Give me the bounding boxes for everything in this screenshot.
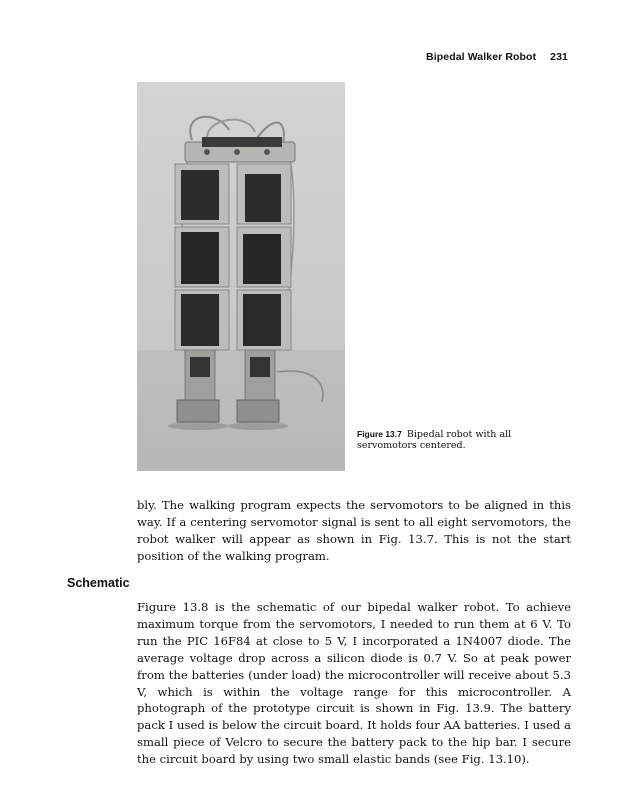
figure-photo (137, 82, 345, 471)
page-number: 231 (550, 51, 568, 63)
body-paragraph-2: Figure 13.8 is the schematic of our bipedal walker robot. To achieve maximum torque from the servomotors, I needed to run them at 6 V. To run the PIC 16F84 at close to 5 V, I incorporated a 1N4007 diode. The average voltage drop across a silicon diode is 0.7 V. So at peak power from the batteries (under load) the microcontroller will receive about 5.3 V, which is within the voltage range for this microcontroller. A photograph of the prototype circuit is shown in Fig. 13.9. The battery pack I used is below the circuit board. It holds four AA batteries. I used a small piece of Velcro to secure the battery pack to the hip bar. I secure the circuit board by using two small elastic bands (see Fig. 13.10). (137, 600, 571, 767)
running-title: Bipedal Walker Robot (426, 51, 537, 63)
figure-caption-text: Bipedal robot with all servomotors centered. (357, 429, 512, 451)
robot-photo-image (137, 82, 345, 471)
figure-label: Figure 13.7 (357, 429, 402, 439)
running-head (0, 51, 568, 63)
figure-caption (357, 429, 517, 451)
body-paragraph-1: bly. The walking program expects the servomotors to be aligned in this way. If a centering servomotor signal is sent to all eight servomotors, the robot walker will appear as shown in Fig. 13.7. This is not the start position of the walking program. (137, 498, 571, 563)
section-heading: Schematic (67, 576, 130, 590)
